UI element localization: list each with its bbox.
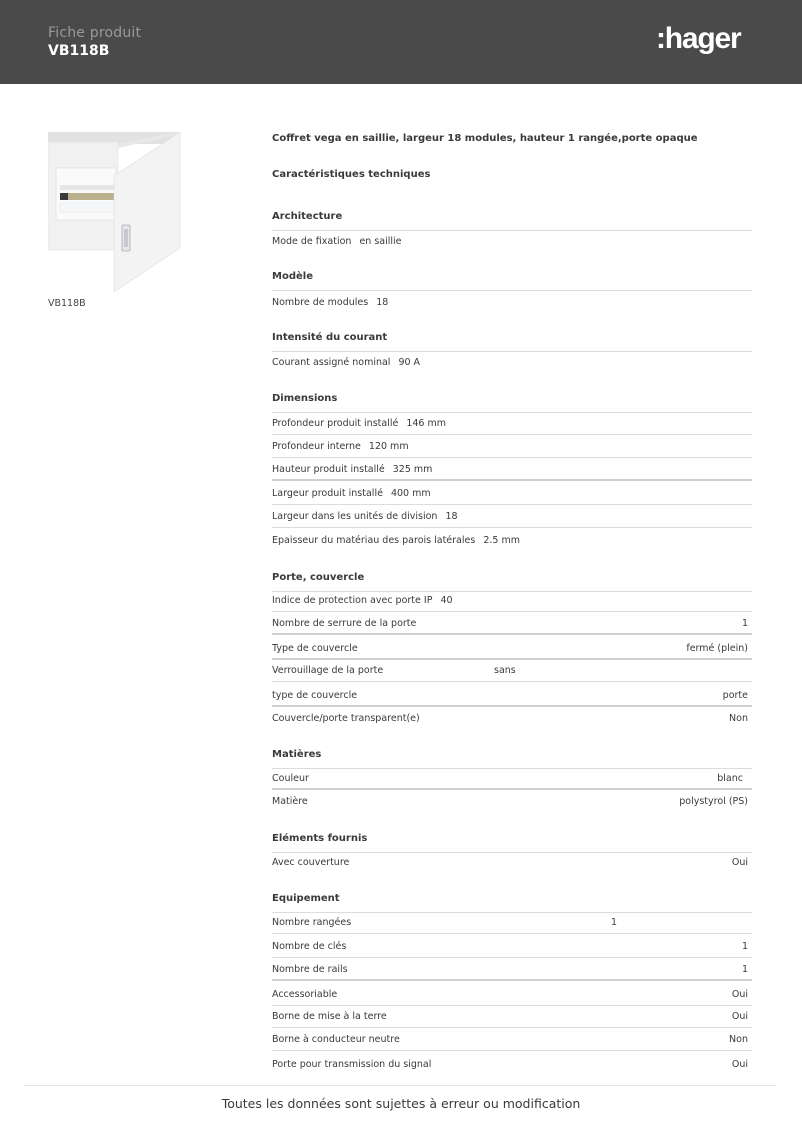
spec-row: [272, 790, 752, 813]
spec-value: 18: [376, 297, 389, 308]
spec-row: [272, 589, 752, 612]
spec-label: Nombre de rails: [272, 964, 348, 975]
spec-label: Borne de mise à la terre: [272, 1011, 387, 1022]
spec-label: Verrouillage de la porte: [272, 665, 384, 676]
section-title-porte-couvercle: Porte, couvercle: [272, 572, 752, 592]
spec-row: [272, 505, 752, 528]
spec-value: 146 mm: [406, 418, 446, 429]
spec-row: [272, 482, 752, 505]
spec-label: Borne à conducteur neutre: [272, 1034, 400, 1045]
spec-value: 40: [440, 595, 453, 606]
spec-label: Largeur dans les unités de division: [272, 511, 438, 522]
spec-label: Largeur produit installé: [272, 488, 383, 499]
spec-value: Non: [729, 713, 748, 724]
spec-label: Nombre de modules: [272, 297, 369, 308]
spec-row: [272, 684, 752, 707]
spec-label: Profondeur produit installé: [272, 418, 399, 429]
spec-value: polystyrol (PS): [679, 796, 748, 807]
spec-label: Nombre de serrure de la porte: [272, 618, 417, 629]
spec-value: 325 mm: [392, 464, 433, 475]
spec-label: Profondeur interne: [272, 441, 361, 452]
spec-row: [272, 351, 752, 374]
spec-value: Oui: [731, 1059, 748, 1070]
spec-label: Porte pour transmission du signal: [272, 1059, 432, 1070]
page-header: [0, 0, 802, 84]
spec-value: 90 A: [398, 357, 421, 368]
spec-label: Nombre rangées: [272, 917, 352, 928]
spec-row: [272, 230, 752, 253]
spec-value: en saillie: [359, 236, 402, 247]
spec-label: Mode de fixation: [272, 236, 352, 247]
spec-row: [272, 612, 752, 635]
spec-value: Oui: [731, 989, 748, 1000]
section-title-equipement: Equipement: [272, 893, 752, 913]
spec-row: [272, 707, 752, 730]
product-code-title: VB118B: [48, 43, 110, 59]
spec-row: [272, 1005, 752, 1028]
spec-value: Oui: [731, 1011, 748, 1022]
spec-value: 2.5 mm: [483, 535, 520, 546]
spec-row: [272, 935, 752, 958]
spec-row: [272, 958, 752, 981]
spec-label: Epaisseur du matériau des parois latérales: [272, 535, 476, 546]
spec-value: sans: [494, 665, 516, 676]
spec-label: Avec couverture: [272, 857, 350, 868]
spec-row: [272, 851, 752, 874]
spec-row: [272, 659, 752, 682]
spec-label: type de couvercle: [272, 690, 358, 701]
spec-label: Accessoriable: [272, 989, 338, 1000]
section-title-intensite: Intensité du courant: [272, 332, 752, 352]
spec-value: 1: [741, 618, 748, 629]
section-title-modele: Modèle: [272, 271, 752, 291]
section-title-elements-fournis: Eléments fournis: [272, 833, 752, 853]
spec-value: 400 mm: [390, 488, 431, 499]
spec-value: 18: [445, 511, 458, 522]
spec-row: [272, 412, 752, 435]
spec-label: Courant assigné nominal: [272, 357, 391, 368]
spec-label: Couleur: [272, 773, 309, 784]
section-title-matieres: Matières: [272, 749, 752, 769]
spec-value: 1: [611, 917, 618, 928]
spec-label: Indice de protection avec porte IP: [272, 595, 433, 606]
footer-disclaimer: Toutes les données sont sujettes à erreur ou modification: [221, 1096, 581, 1111]
spec-value: Non: [729, 1034, 748, 1045]
spec-row: [272, 983, 752, 1006]
spec-row: [272, 435, 752, 458]
spec-row: [272, 1028, 752, 1051]
spec-label: Nombre de clés: [272, 941, 347, 952]
spec-row: [272, 767, 752, 790]
spec-value: 120 mm: [368, 441, 409, 452]
product-image-caption: VB118B: [48, 298, 86, 309]
spec-label: Matière: [272, 796, 308, 807]
spec-row: [272, 291, 752, 314]
spec-label: Hauteur produit installé: [272, 464, 385, 475]
spec-row: [272, 637, 752, 660]
spec-label: Type de couvercle: [272, 643, 358, 654]
specifications-heading: Caractéristiques techniques: [272, 169, 431, 180]
spec-value: Oui: [731, 857, 748, 868]
spec-label: Couvercle/porte transparent(e): [272, 713, 420, 724]
spec-value: 1: [741, 964, 748, 975]
footer-divider: [24, 1085, 776, 1086]
spec-value: fermé (plein): [686, 643, 748, 654]
spec-value: porte: [722, 690, 748, 701]
product-title: Coffret vega en saillie, largeur 18 modules, hauteur 1 rangée,porte opaque: [272, 133, 698, 144]
section-title-architecture: Architecture: [272, 211, 752, 231]
spec-row: [272, 911, 752, 934]
spec-row: [272, 1053, 752, 1076]
hager-logo: :hager: [656, 22, 741, 55]
spec-value: blanc: [717, 773, 743, 784]
spec-value: 1: [741, 941, 748, 952]
section-title-dimensions: Dimensions: [272, 393, 752, 413]
product-image: [48, 130, 182, 296]
spec-row: [272, 529, 752, 552]
spec-row: [272, 458, 752, 481]
document-type-label: Fiche produit: [48, 25, 142, 41]
